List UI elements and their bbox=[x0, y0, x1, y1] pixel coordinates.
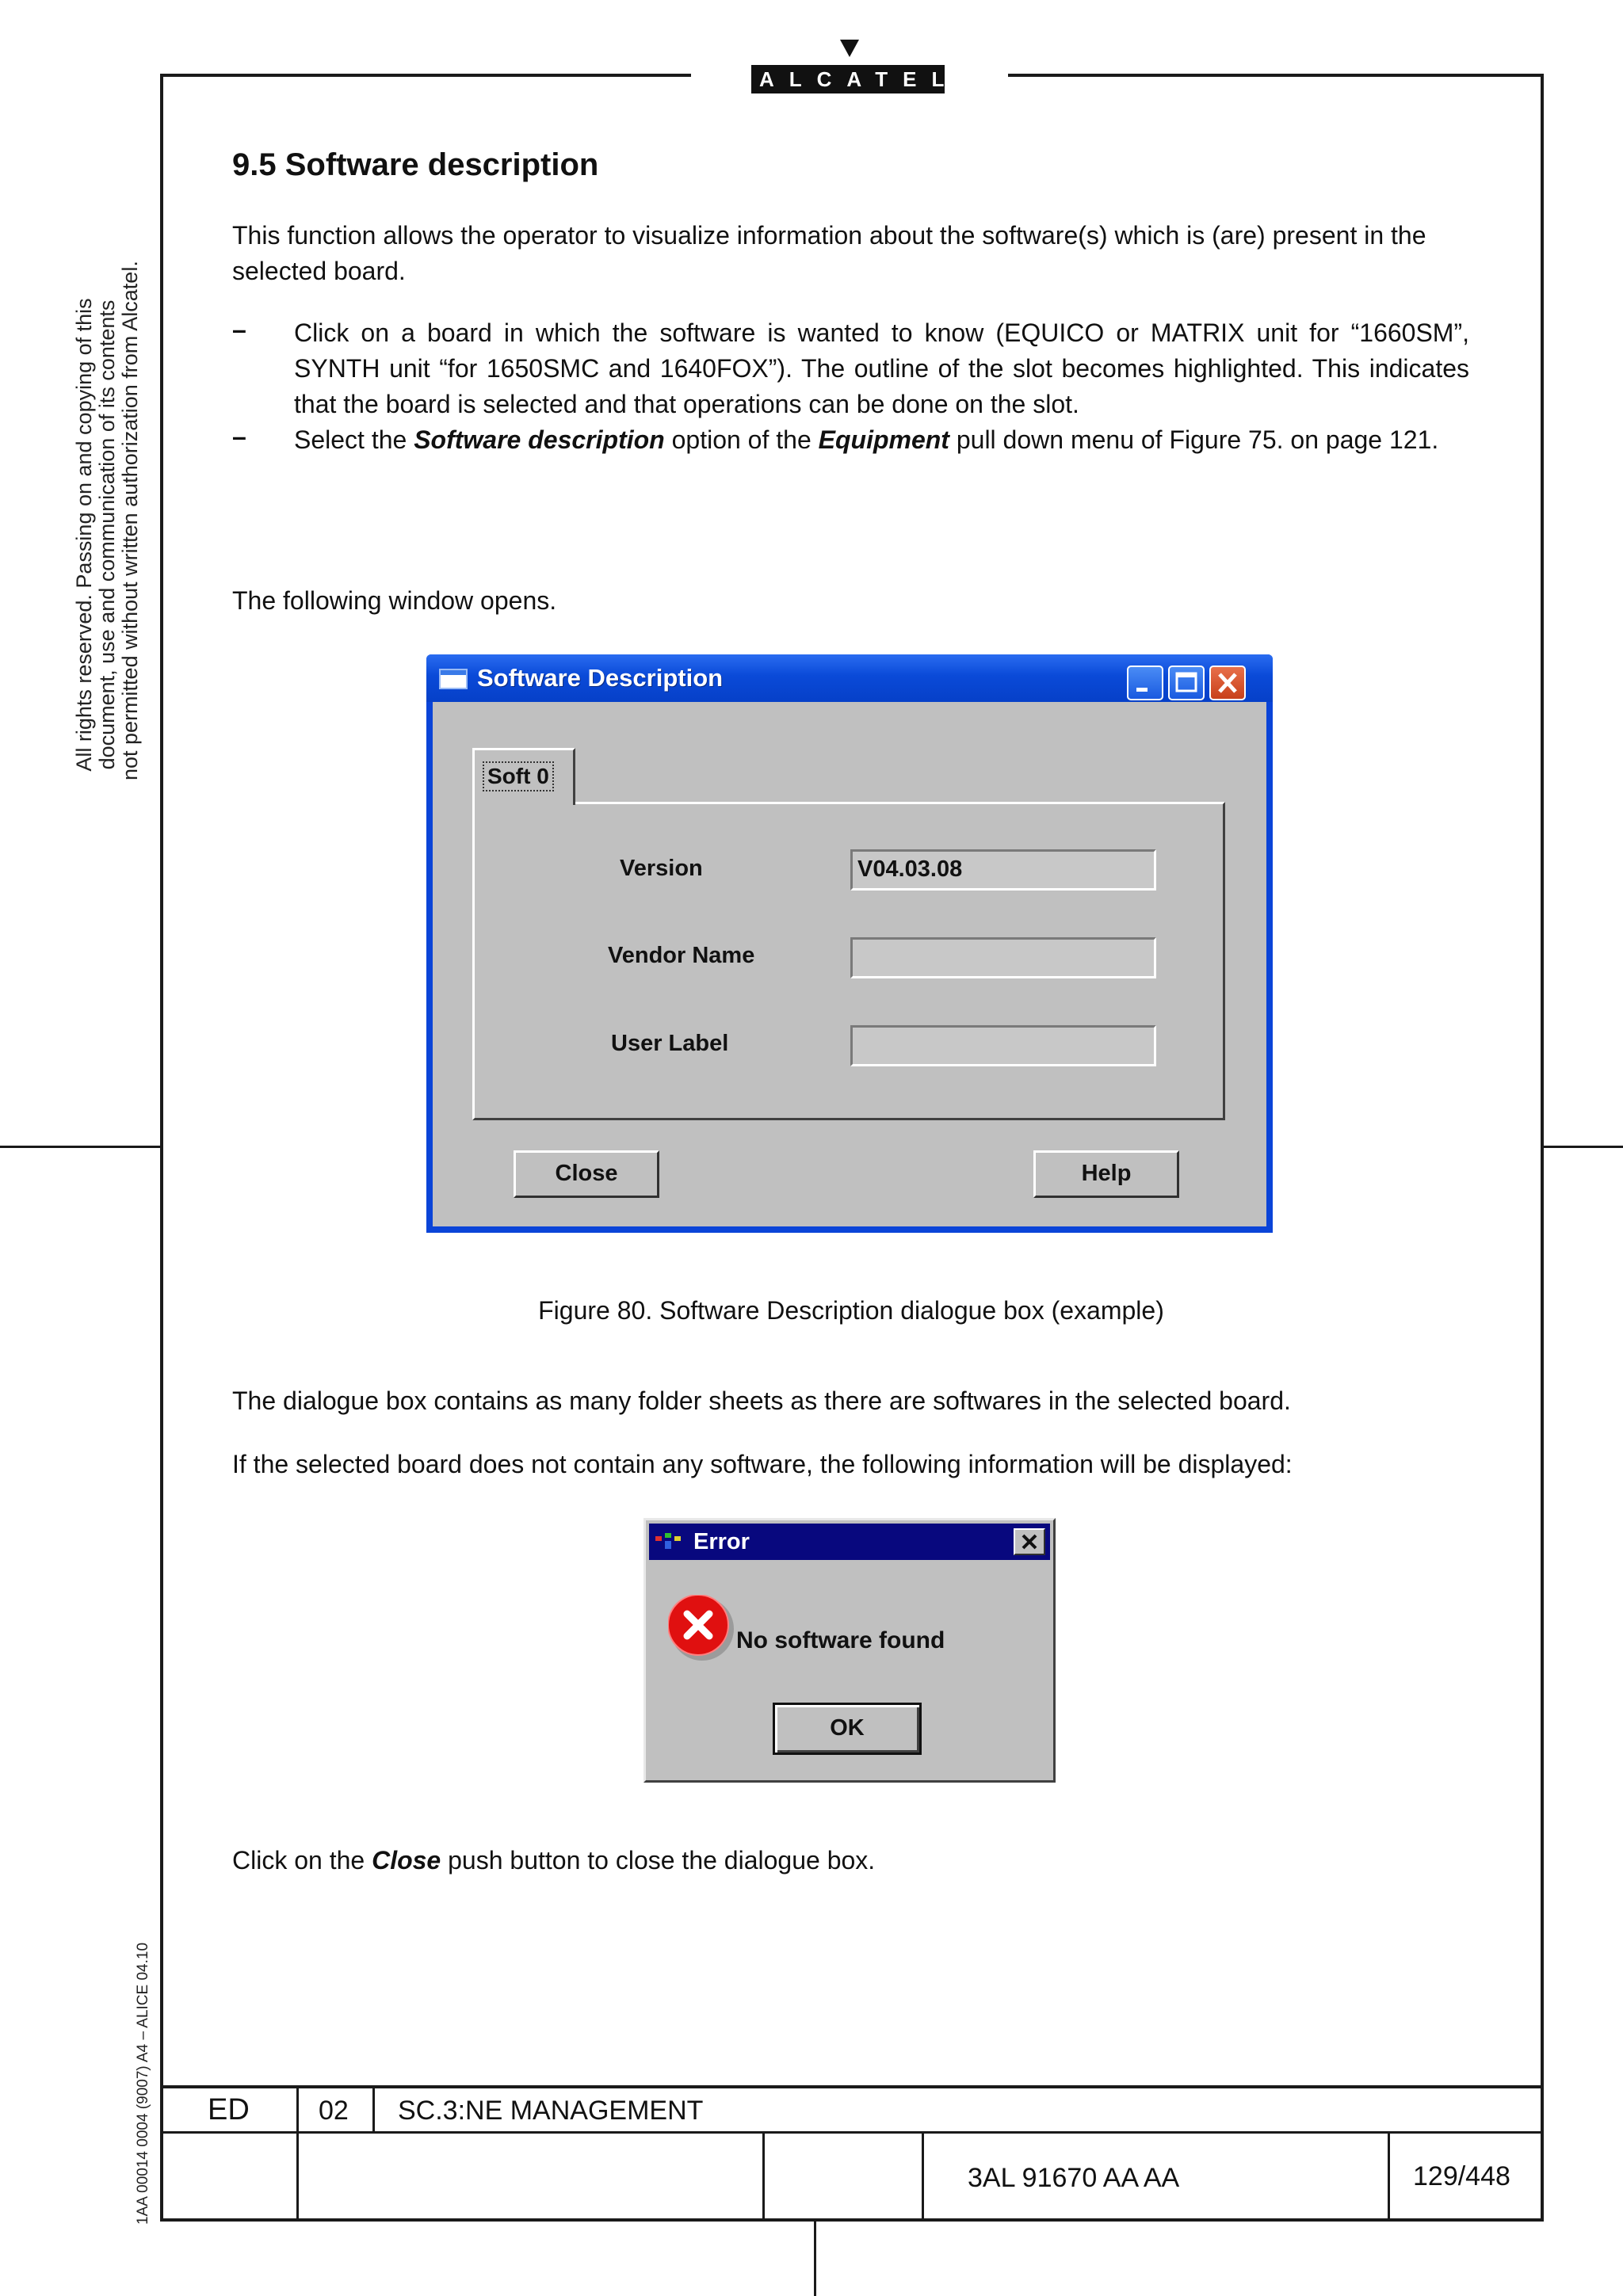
no-software-paragraph: If the selected board does not contain any software, the following information will be displayed: bbox=[232, 1450, 1293, 1478]
footer-doc-number: 3AL 91670 AA AA bbox=[968, 2163, 1180, 2193]
vendor-name-label: Vendor Name bbox=[608, 943, 755, 968]
close-icon bbox=[1211, 667, 1244, 699]
close-instruction-close: Close bbox=[372, 1846, 441, 1875]
footer-chapter: SC.3:NE MANAGEMENT bbox=[398, 2096, 704, 2126]
minimize-icon bbox=[1128, 667, 1162, 699]
user-label-field[interactable] bbox=[850, 1025, 1156, 1066]
frame-top-left bbox=[162, 74, 691, 77]
fold-mark-right bbox=[1544, 1146, 1623, 1148]
footer-col-1 bbox=[296, 2085, 299, 2220]
error-icon bbox=[668, 1595, 736, 1663]
tab-soft-0-label: Soft 0 bbox=[483, 761, 554, 791]
figure-caption: Figure 80. Software Description dialogue box (example) bbox=[538, 1296, 1164, 1325]
footer-ed-label: ED bbox=[208, 2093, 250, 2126]
ok-button[interactable]: OK bbox=[773, 1703, 922, 1755]
minimize-button[interactable] bbox=[1127, 666, 1163, 700]
help-button[interactable]: Help bbox=[1033, 1150, 1179, 1198]
bottom-center-mark bbox=[814, 2222, 816, 2296]
software-description-window bbox=[426, 654, 1273, 1233]
footer-ed-value: 02 bbox=[319, 2096, 349, 2126]
logo-triangle-icon bbox=[840, 40, 859, 57]
copyright-note bbox=[72, 261, 142, 780]
vendor-name-field[interactable] bbox=[850, 937, 1156, 978]
window-close-button[interactable] bbox=[1209, 666, 1246, 700]
version-field[interactable]: V04.03.08 bbox=[850, 849, 1156, 891]
footer-mid-line bbox=[162, 2131, 1542, 2134]
bullet-2-part-a: Select the bbox=[294, 425, 414, 454]
alcatel-logo: ALCATEL bbox=[751, 65, 945, 93]
bullet-2-software-description: Software description bbox=[414, 425, 665, 454]
error-title-bar[interactable] bbox=[649, 1524, 1050, 1560]
bullet-2-equipment: Equipment bbox=[818, 425, 949, 454]
error-app-icon bbox=[654, 1530, 689, 1554]
fold-mark-left bbox=[0, 1146, 160, 1148]
close-instruction-c: push button to close the dialogue box. bbox=[441, 1846, 876, 1875]
form-code: 1AA 00014 0004 (9007) A4 – ALICE 04.10 bbox=[135, 1942, 151, 2225]
window-title: Software Description bbox=[477, 664, 724, 692]
window-title-bar[interactable] bbox=[426, 654, 1273, 702]
bullet-dash-2: – bbox=[232, 422, 246, 451]
footer-bottom-line bbox=[162, 2218, 1542, 2222]
section-heading: 9.5 Software description bbox=[232, 147, 599, 182]
copyright-line-3: not permitted without written authorization from Alcatel. bbox=[118, 261, 142, 780]
bullet-1-text: Click on a board in which the software is wanted to know (EQUICO or MATRIX unit for “1660SM”, SYNTH unit “for 1650SMC and 1640FOX”). The outline of the slot becomes highlighted. This indicates that the board is selected and that operations can be done on the slot. bbox=[294, 318, 1469, 418]
tab-soft-0[interactable] bbox=[472, 748, 575, 805]
version-label: Version bbox=[620, 856, 703, 881]
folder-sheets-paragraph: The dialogue box contains as many folder sheets as there are softwares in the selected board. bbox=[232, 1386, 1291, 1415]
close-instruction-a: Click on the bbox=[232, 1846, 372, 1875]
bullet-2-text bbox=[294, 422, 1469, 458]
footer-col-4 bbox=[922, 2131, 924, 2220]
error-dialog bbox=[643, 1518, 1056, 1783]
close-instruction bbox=[232, 1843, 875, 1878]
bullet-2-part-c: option of the bbox=[664, 425, 819, 454]
copyright-line-1: All rights reserved. Passing on and copying of this bbox=[72, 298, 96, 772]
error-title: Error bbox=[693, 1529, 750, 1554]
bullet-dash-1: – bbox=[232, 315, 246, 344]
footer-page-number: 129/448 bbox=[1413, 2161, 1510, 2191]
bullet-2-part-e: pull down menu of Figure 75. on page 121. bbox=[949, 425, 1439, 454]
footer-col-2 bbox=[372, 2085, 375, 2133]
window-body bbox=[433, 702, 1266, 1226]
intro-paragraph: This function allows the operator to visualize information about the software(s) which is (are) present in the selected board. bbox=[232, 221, 1426, 285]
maximize-icon bbox=[1170, 667, 1203, 699]
maximize-button[interactable] bbox=[1168, 666, 1205, 700]
window-opens-text: The following window opens. bbox=[232, 586, 557, 615]
error-close-button[interactable] bbox=[1014, 1528, 1045, 1555]
close-icon bbox=[1015, 1530, 1044, 1554]
frame-top-right bbox=[1008, 74, 1544, 77]
user-label-label: User Label bbox=[611, 1031, 729, 1056]
footer-col-5 bbox=[1388, 2131, 1390, 2220]
frame-left bbox=[160, 74, 163, 2222]
copyright-line-2: document, use and communication of its contents bbox=[95, 299, 119, 770]
footer-col-3 bbox=[762, 2131, 765, 2220]
close-button[interactable]: Close bbox=[514, 1150, 659, 1198]
footer-top-line bbox=[162, 2085, 1542, 2088]
window-app-icon bbox=[439, 669, 468, 689]
error-message: No software found bbox=[736, 1627, 945, 1653]
tab-panel bbox=[472, 802, 1225, 1120]
